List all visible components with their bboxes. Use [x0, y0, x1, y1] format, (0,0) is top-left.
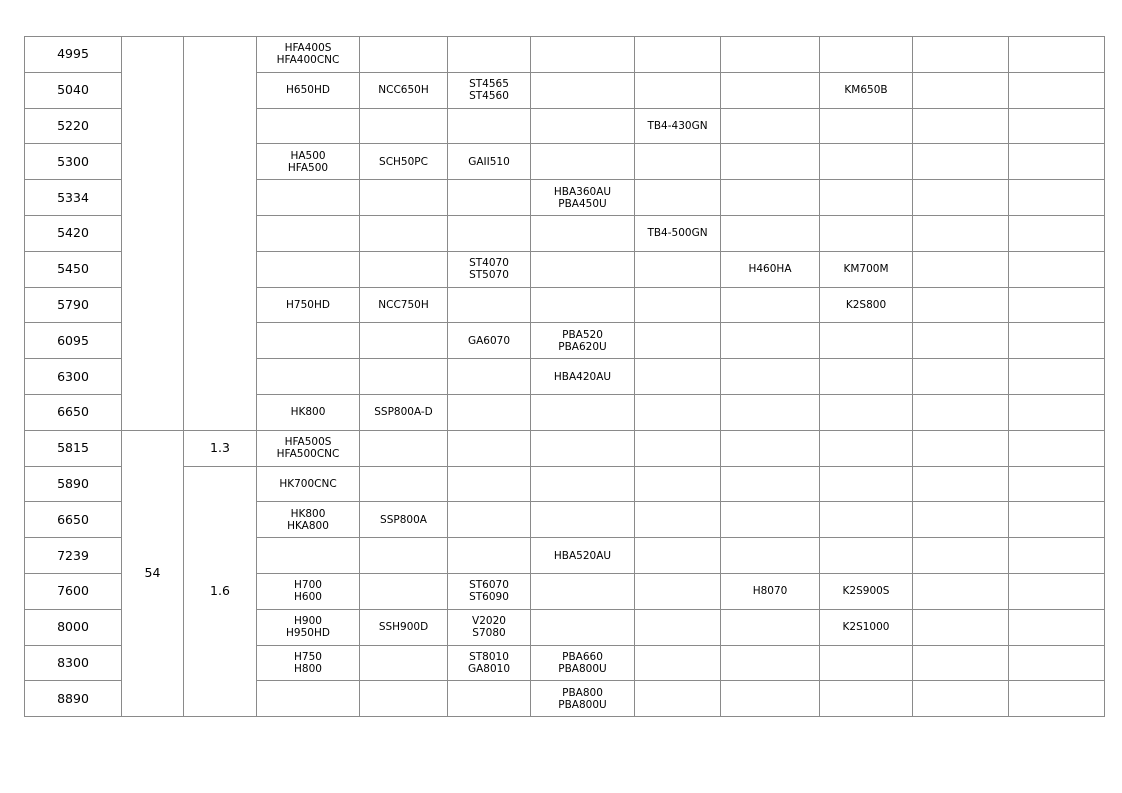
- machine-model-cell: [820, 108, 913, 144]
- machine-model-cell: [360, 108, 448, 144]
- blade-length-cell: 6095: [25, 323, 122, 359]
- machine-model-cell: [913, 394, 1009, 430]
- machine-model-cell: [635, 394, 721, 430]
- blade-length-cell: 5040: [25, 72, 122, 108]
- blade-length-cell: 6300: [25, 359, 122, 395]
- table-body: [25, 37, 1105, 717]
- machine-model-cell: [721, 538, 820, 574]
- machine-model-cell: SSH900D: [360, 609, 448, 645]
- machine-model-cell: [1009, 573, 1105, 609]
- machine-model-cell: [257, 681, 360, 717]
- blade-length-cell: 5790: [25, 287, 122, 323]
- machine-model-cell: [635, 609, 721, 645]
- machine-model-cell: [360, 573, 448, 609]
- machine-model-cell: HK800: [257, 394, 360, 430]
- machine-model-cell: [820, 359, 913, 395]
- table-row: [25, 430, 1105, 466]
- blade-length-cell: 5815: [25, 430, 122, 466]
- machine-model-cell: [913, 430, 1009, 466]
- machine-model-cell: [1009, 287, 1105, 323]
- machine-model-cell: [531, 466, 635, 502]
- machine-model-cell: [820, 215, 913, 251]
- machine-model-cell: ST6070 ST6090: [448, 573, 531, 609]
- machine-model-cell: [448, 466, 531, 502]
- machine-model-cell: [721, 359, 820, 395]
- machine-model-cell: [635, 681, 721, 717]
- machine-model-cell: PBA520 PBA620U: [531, 323, 635, 359]
- machine-model-cell: [257, 108, 360, 144]
- machine-model-cell: [1009, 37, 1105, 73]
- machine-model-cell: [913, 466, 1009, 502]
- machine-model-cell: [1009, 144, 1105, 180]
- machine-model-cell: ST4070 ST5070: [448, 251, 531, 287]
- machine-model-cell: [257, 215, 360, 251]
- machine-model-cell: [721, 502, 820, 538]
- machine-model-cell: [360, 323, 448, 359]
- machine-model-cell: HK700CNC: [257, 466, 360, 502]
- machine-model-cell: [721, 430, 820, 466]
- machine-model-cell: H8070: [721, 573, 820, 609]
- machine-model-cell: [721, 180, 820, 216]
- machine-model-cell: [635, 502, 721, 538]
- machine-model-cell: PBA800 PBA800U: [531, 681, 635, 717]
- machine-model-cell: [360, 180, 448, 216]
- machine-model-cell: [721, 645, 820, 681]
- machine-model-cell: [635, 72, 721, 108]
- machine-model-cell: [1009, 430, 1105, 466]
- machine-model-cell: [913, 72, 1009, 108]
- machine-model-cell: [635, 466, 721, 502]
- machine-model-cell: [721, 681, 820, 717]
- machine-model-cell: [721, 609, 820, 645]
- machine-model-cell: H460HA: [721, 251, 820, 287]
- machine-model-cell: [913, 323, 1009, 359]
- machine-model-cell: [531, 502, 635, 538]
- blade-length-cell: 5450: [25, 251, 122, 287]
- machine-model-cell: TB4-430GN: [635, 108, 721, 144]
- machine-model-cell: [531, 430, 635, 466]
- machine-model-cell: HFA500S HFA500CNC: [257, 430, 360, 466]
- machine-model-cell: [1009, 72, 1105, 108]
- machine-model-cell: [1009, 251, 1105, 287]
- machine-model-cell: [531, 287, 635, 323]
- machine-model-cell: [1009, 645, 1105, 681]
- machine-model-cell: [448, 215, 531, 251]
- machine-model-cell: [257, 180, 360, 216]
- blade-length-cell: 8000: [25, 609, 122, 645]
- machine-model-cell: [635, 144, 721, 180]
- machine-model-cell: [360, 645, 448, 681]
- machine-model-cell: [913, 287, 1009, 323]
- machine-model-cell: [913, 573, 1009, 609]
- machine-model-cell: SSP800A-D: [360, 394, 448, 430]
- thickness-group-cell: 1.6: [184, 466, 257, 717]
- machine-model-cell: [531, 609, 635, 645]
- machine-model-cell: [913, 538, 1009, 574]
- machine-model-cell: [820, 37, 913, 73]
- machine-model-cell: [913, 37, 1009, 73]
- machine-model-cell: [1009, 180, 1105, 216]
- machine-model-cell: [360, 430, 448, 466]
- machine-model-cell: V2020 S7080: [448, 609, 531, 645]
- machine-model-cell: [820, 180, 913, 216]
- machine-model-cell: [913, 251, 1009, 287]
- machine-model-cell: [360, 37, 448, 73]
- machine-model-cell: [1009, 538, 1105, 574]
- machine-model-cell: [531, 251, 635, 287]
- machine-model-cell: [257, 251, 360, 287]
- bandsaw-blade-table: [24, 36, 1105, 717]
- machine-model-cell: [721, 215, 820, 251]
- machine-model-cell: GAII510: [448, 144, 531, 180]
- machine-model-cell: [448, 538, 531, 574]
- machine-model-cell: [913, 359, 1009, 395]
- machine-model-cell: [448, 502, 531, 538]
- machine-model-cell: H700 H600: [257, 573, 360, 609]
- machine-model-cell: [360, 466, 448, 502]
- machine-model-cell: [448, 394, 531, 430]
- width-group-cell: 54: [122, 430, 184, 716]
- machine-model-cell: HA500 HFA500: [257, 144, 360, 180]
- machine-model-cell: [1009, 502, 1105, 538]
- machine-model-cell: [721, 323, 820, 359]
- machine-model-cell: [257, 323, 360, 359]
- machine-model-cell: ST8010 GA8010: [448, 645, 531, 681]
- machine-model-cell: [1009, 108, 1105, 144]
- machine-model-cell: [913, 180, 1009, 216]
- machine-model-cell: [820, 645, 913, 681]
- machine-model-cell: [531, 215, 635, 251]
- machine-model-cell: HBA420AU: [531, 359, 635, 395]
- machine-model-cell: TB4-500GN: [635, 215, 721, 251]
- machine-model-cell: [531, 394, 635, 430]
- blade-length-cell: 7600: [25, 573, 122, 609]
- machine-model-cell: KM650B: [820, 72, 913, 108]
- blade-length-cell: 8300: [25, 645, 122, 681]
- machine-model-cell: [1009, 215, 1105, 251]
- machine-model-cell: [913, 645, 1009, 681]
- machine-model-cell: [1009, 394, 1105, 430]
- machine-model-cell: KM700M: [820, 251, 913, 287]
- machine-model-cell: [635, 323, 721, 359]
- machine-model-cell: ST4565 ST4560: [448, 72, 531, 108]
- machine-model-cell: [721, 287, 820, 323]
- machine-model-cell: [721, 466, 820, 502]
- machine-model-cell: [721, 394, 820, 430]
- blade-length-cell: 5334: [25, 180, 122, 216]
- machine-model-cell: [360, 681, 448, 717]
- machine-model-cell: [448, 430, 531, 466]
- machine-model-cell: [360, 215, 448, 251]
- table-row: [25, 466, 1105, 502]
- machine-model-cell: [448, 287, 531, 323]
- machine-model-cell: [257, 538, 360, 574]
- machine-model-cell: HK800 HKA800: [257, 502, 360, 538]
- machine-model-cell: [635, 538, 721, 574]
- machine-model-cell: [531, 108, 635, 144]
- machine-model-cell: [721, 37, 820, 73]
- machine-model-cell: [721, 72, 820, 108]
- machine-model-cell: [360, 538, 448, 574]
- machine-model-cell: [913, 144, 1009, 180]
- machine-model-cell: [448, 359, 531, 395]
- machine-model-cell: [635, 251, 721, 287]
- machine-model-cell: [531, 573, 635, 609]
- machine-model-cell: [635, 37, 721, 73]
- thickness-group-cell: [184, 37, 257, 431]
- machine-model-cell: [1009, 323, 1105, 359]
- blade-length-cell: 5890: [25, 466, 122, 502]
- blade-length-cell: 5300: [25, 144, 122, 180]
- machine-model-cell: HBA520AU: [531, 538, 635, 574]
- machine-model-cell: [635, 645, 721, 681]
- machine-model-cell: NCC650H: [360, 72, 448, 108]
- machine-model-cell: [635, 180, 721, 216]
- machine-model-cell: H750 H800: [257, 645, 360, 681]
- blade-length-cell: 5420: [25, 215, 122, 251]
- machine-model-cell: [913, 609, 1009, 645]
- machine-model-cell: K2S900S: [820, 573, 913, 609]
- thickness-group-cell: 1.3: [184, 430, 257, 466]
- machine-model-cell: NCC750H: [360, 287, 448, 323]
- machine-model-cell: [913, 108, 1009, 144]
- machine-model-cell: HFA400S HFA400CNC: [257, 37, 360, 73]
- machine-model-cell: PBA660 PBA800U: [531, 645, 635, 681]
- machine-model-cell: [635, 359, 721, 395]
- machine-model-cell: [820, 466, 913, 502]
- machine-model-cell: GA6070: [448, 323, 531, 359]
- machine-model-cell: [448, 180, 531, 216]
- machine-model-cell: [531, 144, 635, 180]
- machine-model-cell: [360, 251, 448, 287]
- machine-model-cell: [913, 681, 1009, 717]
- machine-model-cell: [531, 37, 635, 73]
- blade-length-cell: 4995: [25, 37, 122, 73]
- machine-model-cell: H750HD: [257, 287, 360, 323]
- machine-model-cell: H650HD: [257, 72, 360, 108]
- machine-model-cell: [820, 394, 913, 430]
- machine-model-cell: [820, 323, 913, 359]
- machine-model-cell: [360, 359, 448, 395]
- machine-model-cell: [635, 287, 721, 323]
- machine-model-cell: [1009, 609, 1105, 645]
- machine-model-cell: [820, 430, 913, 466]
- machine-model-cell: [721, 144, 820, 180]
- machine-model-cell: [721, 108, 820, 144]
- machine-model-cell: [257, 359, 360, 395]
- machine-model-cell: [913, 215, 1009, 251]
- width-group-cell: [122, 37, 184, 431]
- machine-model-cell: [635, 430, 721, 466]
- machine-model-cell: [1009, 681, 1105, 717]
- machine-model-cell: [1009, 466, 1105, 502]
- machine-model-cell: [448, 681, 531, 717]
- machine-model-cell: [635, 573, 721, 609]
- blade-length-cell: 6650: [25, 394, 122, 430]
- blade-length-cell: 6650: [25, 502, 122, 538]
- machine-model-cell: [820, 502, 913, 538]
- machine-model-cell: [820, 538, 913, 574]
- machine-model-cell: H900 H950HD: [257, 609, 360, 645]
- machine-model-cell: [820, 144, 913, 180]
- machine-model-cell: [820, 681, 913, 717]
- table-row: [25, 37, 1105, 73]
- machine-model-cell: SSP800A: [360, 502, 448, 538]
- machine-model-cell: [1009, 359, 1105, 395]
- machine-model-cell: [448, 108, 531, 144]
- machine-model-cell: SCH50PC: [360, 144, 448, 180]
- machine-model-cell: [531, 72, 635, 108]
- machine-model-cell: HBA360AU PBA450U: [531, 180, 635, 216]
- blade-length-cell: 8890: [25, 681, 122, 717]
- machine-model-cell: [913, 502, 1009, 538]
- machine-model-cell: [448, 37, 531, 73]
- machine-model-cell: K2S800: [820, 287, 913, 323]
- blade-length-cell: 7239: [25, 538, 122, 574]
- machine-model-cell: K2S1000: [820, 609, 913, 645]
- blade-length-cell: 5220: [25, 108, 122, 144]
